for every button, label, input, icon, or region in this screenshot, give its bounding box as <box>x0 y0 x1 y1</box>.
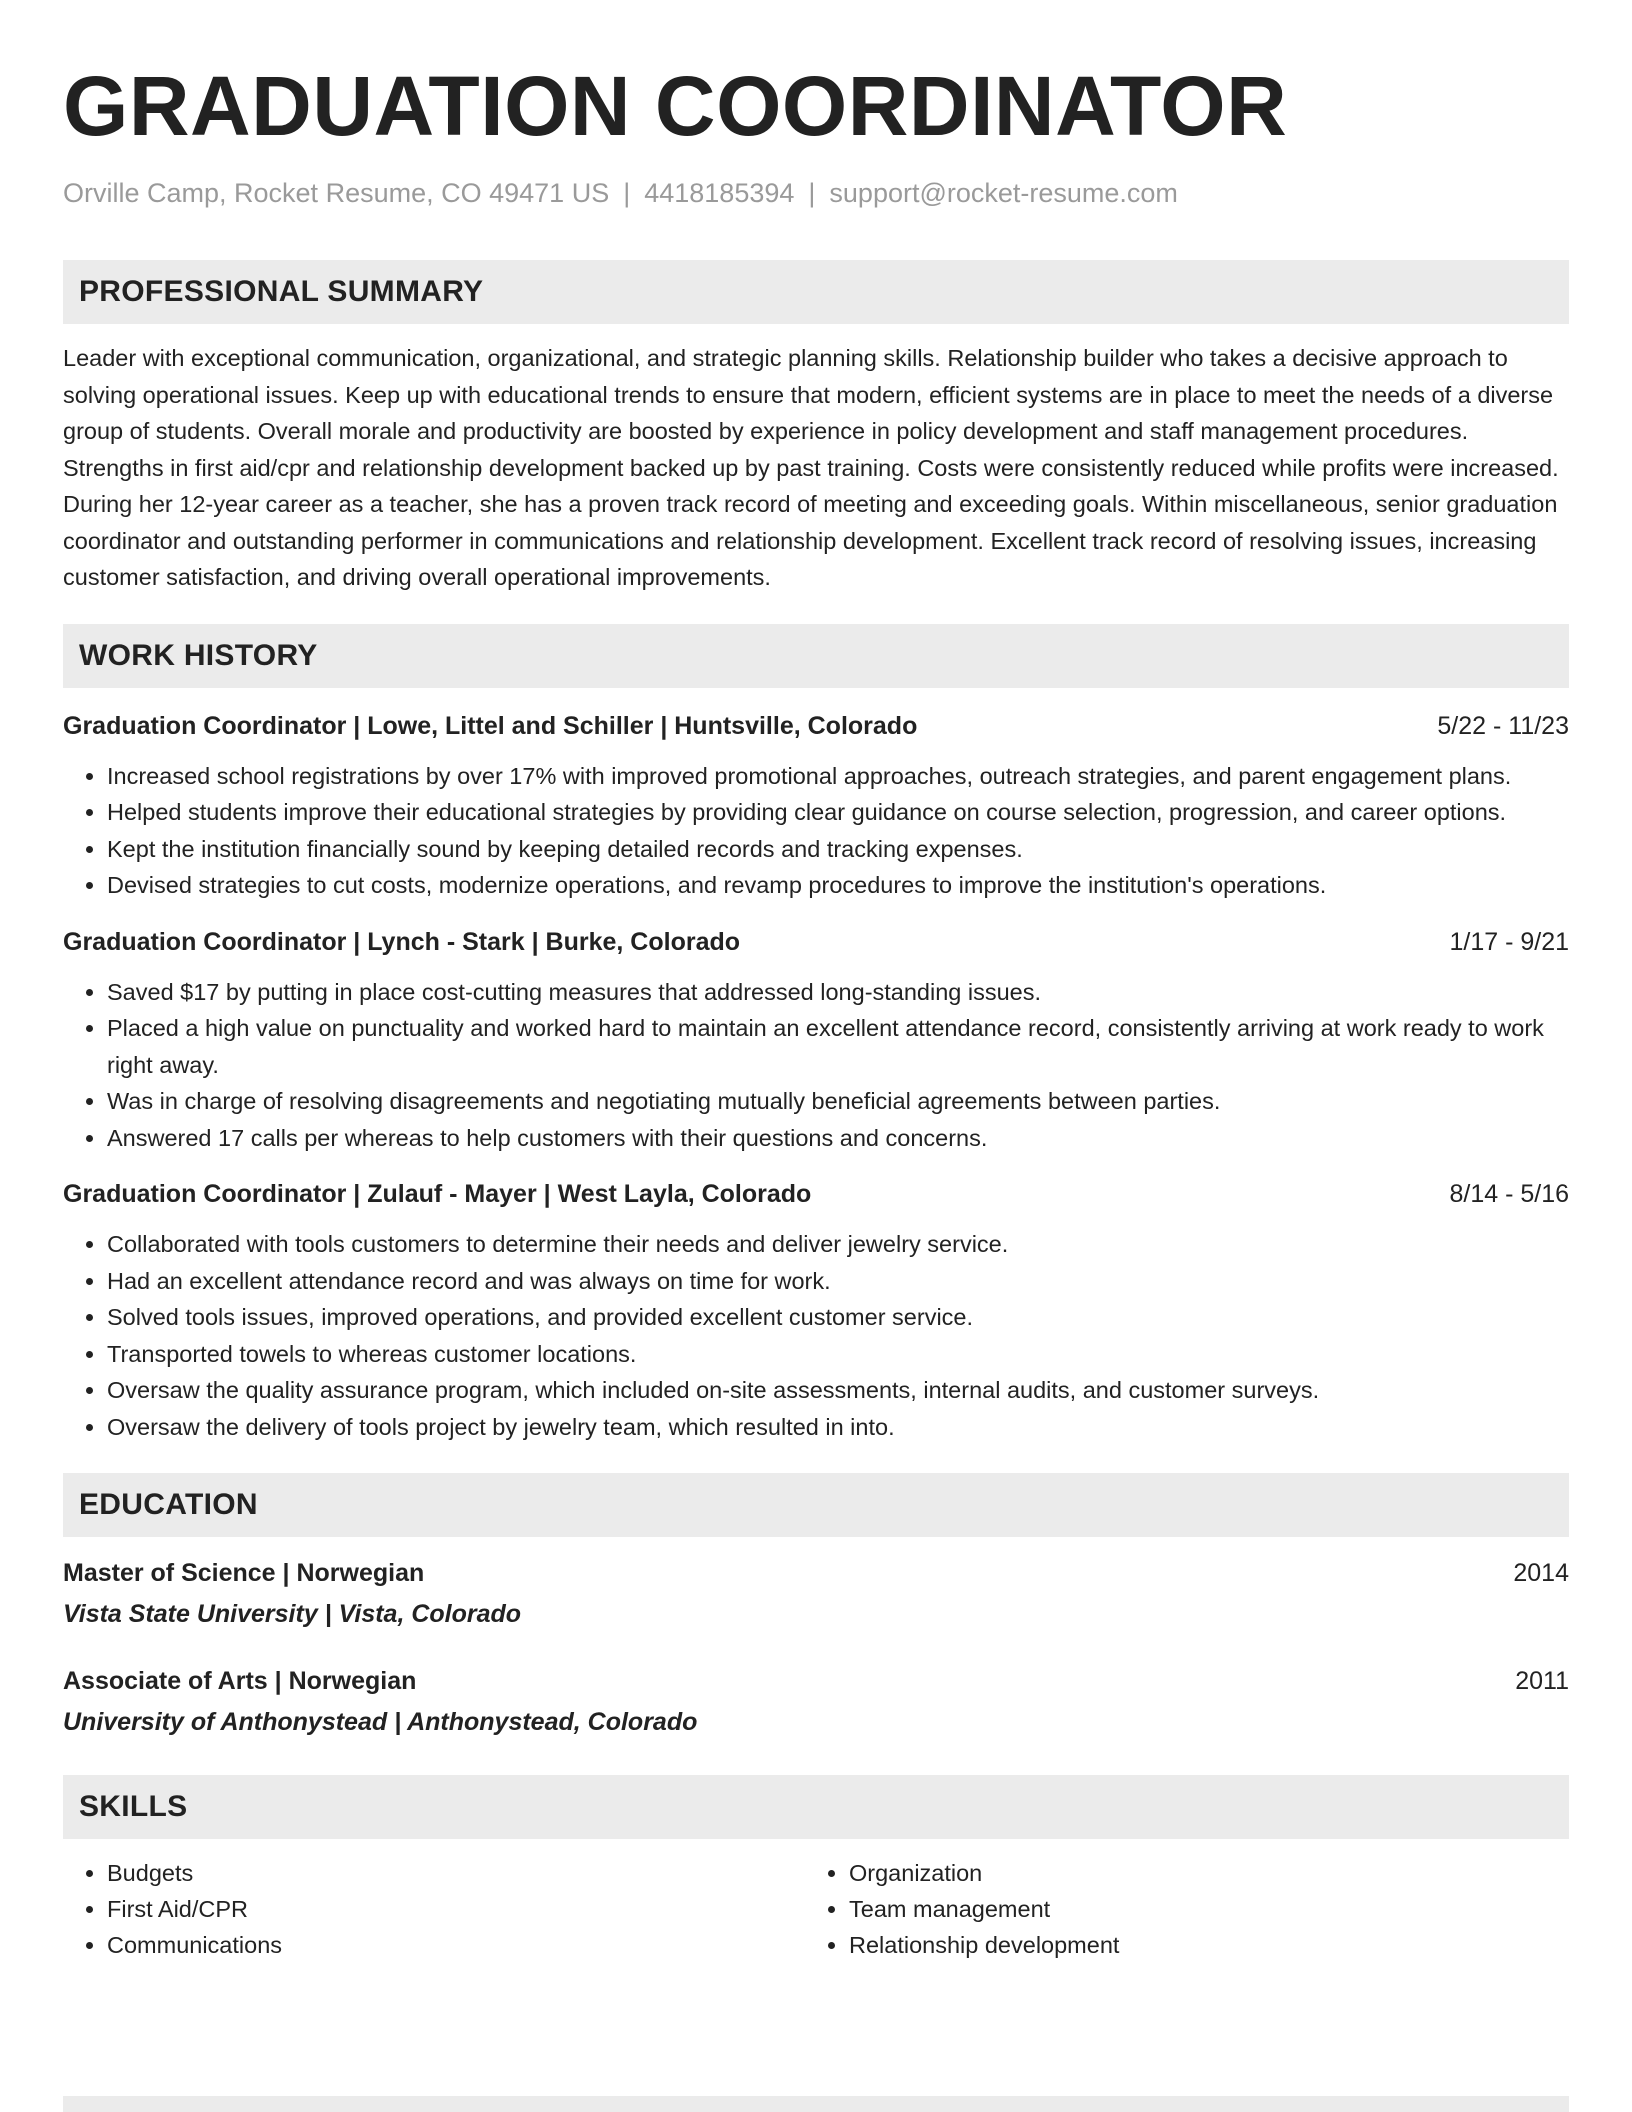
job-entry <box>63 1176 1569 1445</box>
job-bullet: • Answered 17 calls per whereas to help customers with their questions and concerns. <box>107 1120 1569 1157</box>
education-entry <box>63 1555 1569 1633</box>
job-bullet: • Collaborated with tools customers to determine their needs and deliver jewelry service. <box>107 1226 1569 1263</box>
skills-list <box>63 1855 1569 1963</box>
job-dates: 5/22 - 11/23 <box>1437 711 1569 740</box>
job-entry <box>63 924 1569 1157</box>
job-bullet: • Transported towels to whereas customer locations. <box>107 1336 1569 1373</box>
job-bullet: • Oversaw the quality assurance program, which included on-site assessments, internal audits, and customer surveys. <box>107 1372 1569 1409</box>
skill-item: • Relationship development <box>849 1927 1547 1963</box>
education-header <box>63 1663 1569 1699</box>
education-year: 2014 <box>1513 1559 1569 1587</box>
education-entry <box>63 1663 1569 1741</box>
job-header <box>63 924 1569 960</box>
resume-title: GRADUATION COORDINATOR <box>63 59 1288 153</box>
job-dates: 1/17 - 9/21 <box>1449 927 1569 956</box>
job-entry <box>63 708 1569 904</box>
job-bullet: • Kept the institution financially sound by keeping detailed records and tracking expenses. <box>107 831 1569 868</box>
job-bullet: • Solved tools issues, improved operations, and provided excellent customer service. <box>107 1299 1569 1336</box>
job-header <box>63 708 1569 744</box>
skill-item: • First Aid/CPR <box>107 1891 805 1927</box>
education-year: 2011 <box>1515 1667 1569 1695</box>
skills-section-header <box>63 1775 1569 1839</box>
job-title: Graduation Coordinator | Zulauf - Mayer | West Layla, Colorado <box>63 1180 812 1208</box>
job-title: Graduation Coordinator | Lynch - Stark | Burke, Colorado <box>63 927 741 956</box>
job-header <box>63 1176 1569 1212</box>
summary-heading: PROFESSIONAL SUMMARY <box>79 275 484 308</box>
education-school: Vista State University | Vista, Colorado <box>63 1600 522 1628</box>
contact-email: support@rocket-resume.com <box>829 178 1178 208</box>
job-bullet: • Oversaw the delivery of tools project by jewelry team, which resulted in into. <box>107 1409 1569 1446</box>
skill-item: • Budgets <box>107 1855 805 1891</box>
job-bullet: • Saved $17 by putting in place cost-cutting measures that addressed long-standing issues. <box>107 974 1569 1011</box>
job-title: Graduation Coordinator | Lowe, Littel and Schiller | Huntsville, Colorado <box>63 711 918 740</box>
skill-item: • Communications <box>107 1927 805 1963</box>
education-degree: Master of Science | Norwegian <box>63 1559 425 1587</box>
job-bullet: • Increased school registrations by over 17% with improved promotional approaches, outreach strategies, and parent engagement plans. <box>107 758 1569 795</box>
job-bullet: • Devised strategies to cut costs, modernize operations, and revamp procedures to improve the institution's operations. <box>107 867 1569 904</box>
job-bullet: • Helped students improve their educational strategies by providing clear guidance on course selection, progression, and career options. <box>107 794 1569 831</box>
job-bullets <box>63 974 1569 1157</box>
contact-line <box>63 176 1569 210</box>
work-section-header <box>63 624 1569 688</box>
skills-column-right <box>805 1855 1547 1963</box>
skills-heading: SKILLS <box>79 1790 188 1823</box>
contact-separator: | <box>623 178 631 208</box>
skill-item: • Organization <box>849 1855 1547 1891</box>
job-bullet: • Placed a high value on punctuality and worked hard to maintain an excellent attendance record, consistently arriving at work ready to work right away. <box>107 1010 1569 1083</box>
job-bullet: • Had an excellent attendance record and was always on time for work. <box>107 1263 1569 1300</box>
job-bullet: • Was in charge of resolving disagreements and negotiating mutually beneficial agreements between parties. <box>107 1083 1569 1120</box>
work-heading: WORK HISTORY <box>79 638 318 672</box>
summary-text: Leader with exceptional communication, organizational, and strategic planning skills. Relationship builder who takes a decisive approach to solving operational issues. Keep up with educational trends to ensure that modern, efficient systems are in place to meet the needs of a diverse group of students. Overall morale and productivity are boosted by experience in policy development and staff management procedures. Strengths in first aid/cpr and relationship development backed up by past training. Costs were consistently reduced while profits were increased. During her 12-year career as a teacher, she has a proven track record of meeting and exceeding goals. Within miscellaneous, senior graduation coordinator and outstanding performer in communications and relationship development. Excellent track record of resolving issues, increasing customer satisfaction, and driving overall operational improvements. <box>63 345 1559 590</box>
summary-section-header <box>63 260 1569 324</box>
job-bullets <box>63 1226 1569 1445</box>
education-header <box>63 1555 1569 1591</box>
next-section-header-band <box>63 2096 1569 2112</box>
contact-address: Orville Camp, Rocket Resume, CO 49471 US <box>63 178 610 208</box>
education-school: University of Anthonystead | Anthonystead, Colorado <box>63 1708 698 1736</box>
job-dates: 8/14 - 5/16 <box>1449 1180 1569 1208</box>
education-section-header <box>63 1473 1569 1537</box>
contact-phone: 4418185394 <box>644 178 795 208</box>
contact-separator: | <box>808 178 816 208</box>
skill-item: • Team management <box>849 1891 1547 1927</box>
skills-column-left <box>63 1855 805 1963</box>
education-degree: Associate of Arts | Norwegian <box>63 1667 417 1695</box>
education-heading: EDUCATION <box>79 1488 258 1521</box>
job-bullets <box>63 758 1569 904</box>
